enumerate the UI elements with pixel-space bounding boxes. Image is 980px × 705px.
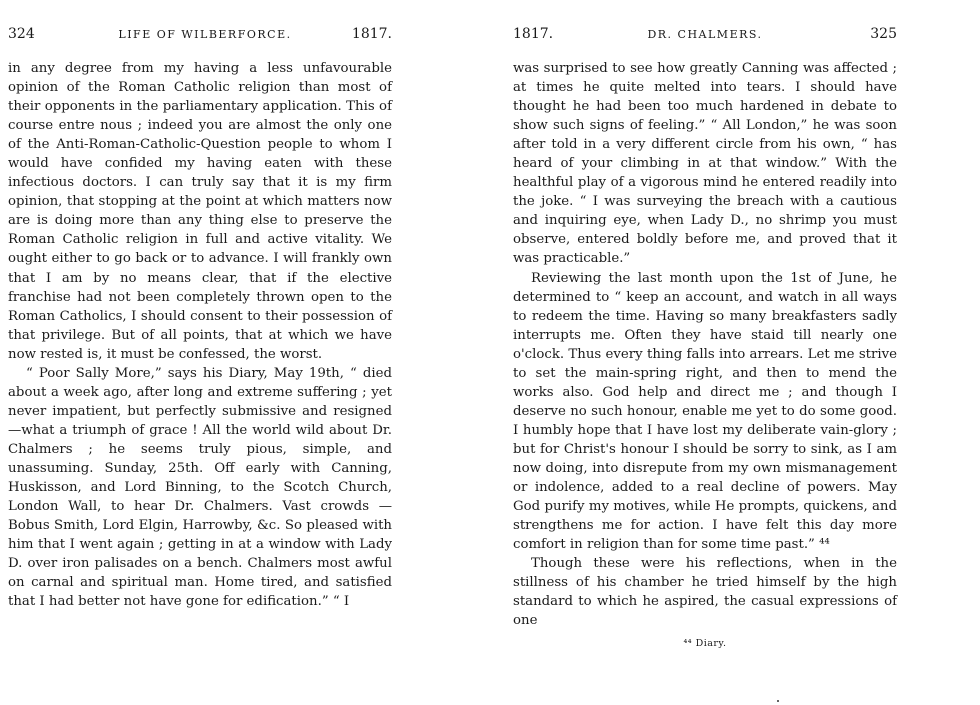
right-page-number: 325 [870,26,897,42]
right-page-year: 1817. [513,26,554,42]
right-running-head: DR. CHALMERS. [647,28,763,41]
right-page-header [513,26,897,44]
right-page-body [513,59,897,630]
left-page-year: 1817. [351,26,392,42]
paragraph: in any degree from my having a less unfavourable opinion of the Roman Catholic religion than most of their opponents in the parliamentary application. This of course entre nous ; indeed you are almost the only one of the Anti-Roman-Catholic-Question people to whom I would have confided my having eaten with these infectious doctors. I can truly say that it is my firm opinion, that stopping at the point at which matters now are is doing more than any thing else to preserve the Roman Catholic religion in full and active vitality. We ought either to go back or to advance. I will frankly own that I am by no means clear, that if the elective franchise had not been completely thrown open to the Roman Catholics, I should consent to their possession of that privilege. But of all points, that at which we have now rested is, it must be confessed, the worst. [8,61,392,362]
paragraph: was surprised to see how greatly Canning was affected ; at times he quite melted into tears. I should have thought he had been too much hardened in debate to show such signs of feeling.” “ All London,” he was soon after told in a very different circle from his own, “ has heard of your climbing in at that window.” With the healthful play of a vigorous mind he entered readily into the joke. “ I was surveying the breach with a cautious and inquiring eye, when Lady D., no shrimp you must observe, entered boldly before me, and proved that it was practicable.” [513,61,897,267]
paragraph: “ Poor Sally More,” says his Diary, May 19th, “ died about a week ago, after long and extreme suffering ; yet never impatient, but perfectly submissive and resigned—what a triumph of grace ! All the world wild about Dr. Chalmers ; he seems truly pious, simple, and unassuming. Sunday, 25th. Off early with Canning, Huskisson, and Lord Binning, to the Scotch Church, London Wall, to hear Dr. Chalmers. Vast crowds — Bobus Smith, Lord Elgin, Harrowby, &c. So pleased with him that I went again ; getting in at a window with Lady D. over iron palisades on a bench. Chalmers most awful on carnal and spiritual man. Home tired, and satisfied that I had better not have gone for edification.” “ I [8,365,392,610]
paragraph: Though these were his reflections, when in the stillness of his chamber he tried himself by the high standard to which he aspired, the casual expressions of one [513,556,897,629]
left-running-head: LIFE OF WILBERFORCE. [118,28,292,41]
left-page-number: 324 [8,26,35,42]
left-page-body [8,59,392,611]
left-page-header [8,26,392,44]
scan-speck [777,700,779,702]
paragraph: Reviewing the last month upon the 1st of June, he determined to “ keep an account, and watch in all ways to redeem the time. Having so many breakfasters sadly interrupts me. Often they have staid till nearly one o'clock. Thus every thing falls into arrears. Let me strive to set the main-spring right, and then to mend the works also. God help and direct me ; and though I deserve no such honour, enable me yet to do some good. I humbly hope that I have lost my deliberate vain-glory ; but for Christ's honour I should be sorry to sink, as I am now doing, into disrepute from my own mismanagement or indolence, added to a real decline of powers. May God purify my motives, while He prompts, quickens, and strengthens me for action. I have felt this day more comfort in religion than for some time past.” ⁴⁴ [513,270,897,553]
footnote: ⁴⁴ Diary. [683,638,727,649]
